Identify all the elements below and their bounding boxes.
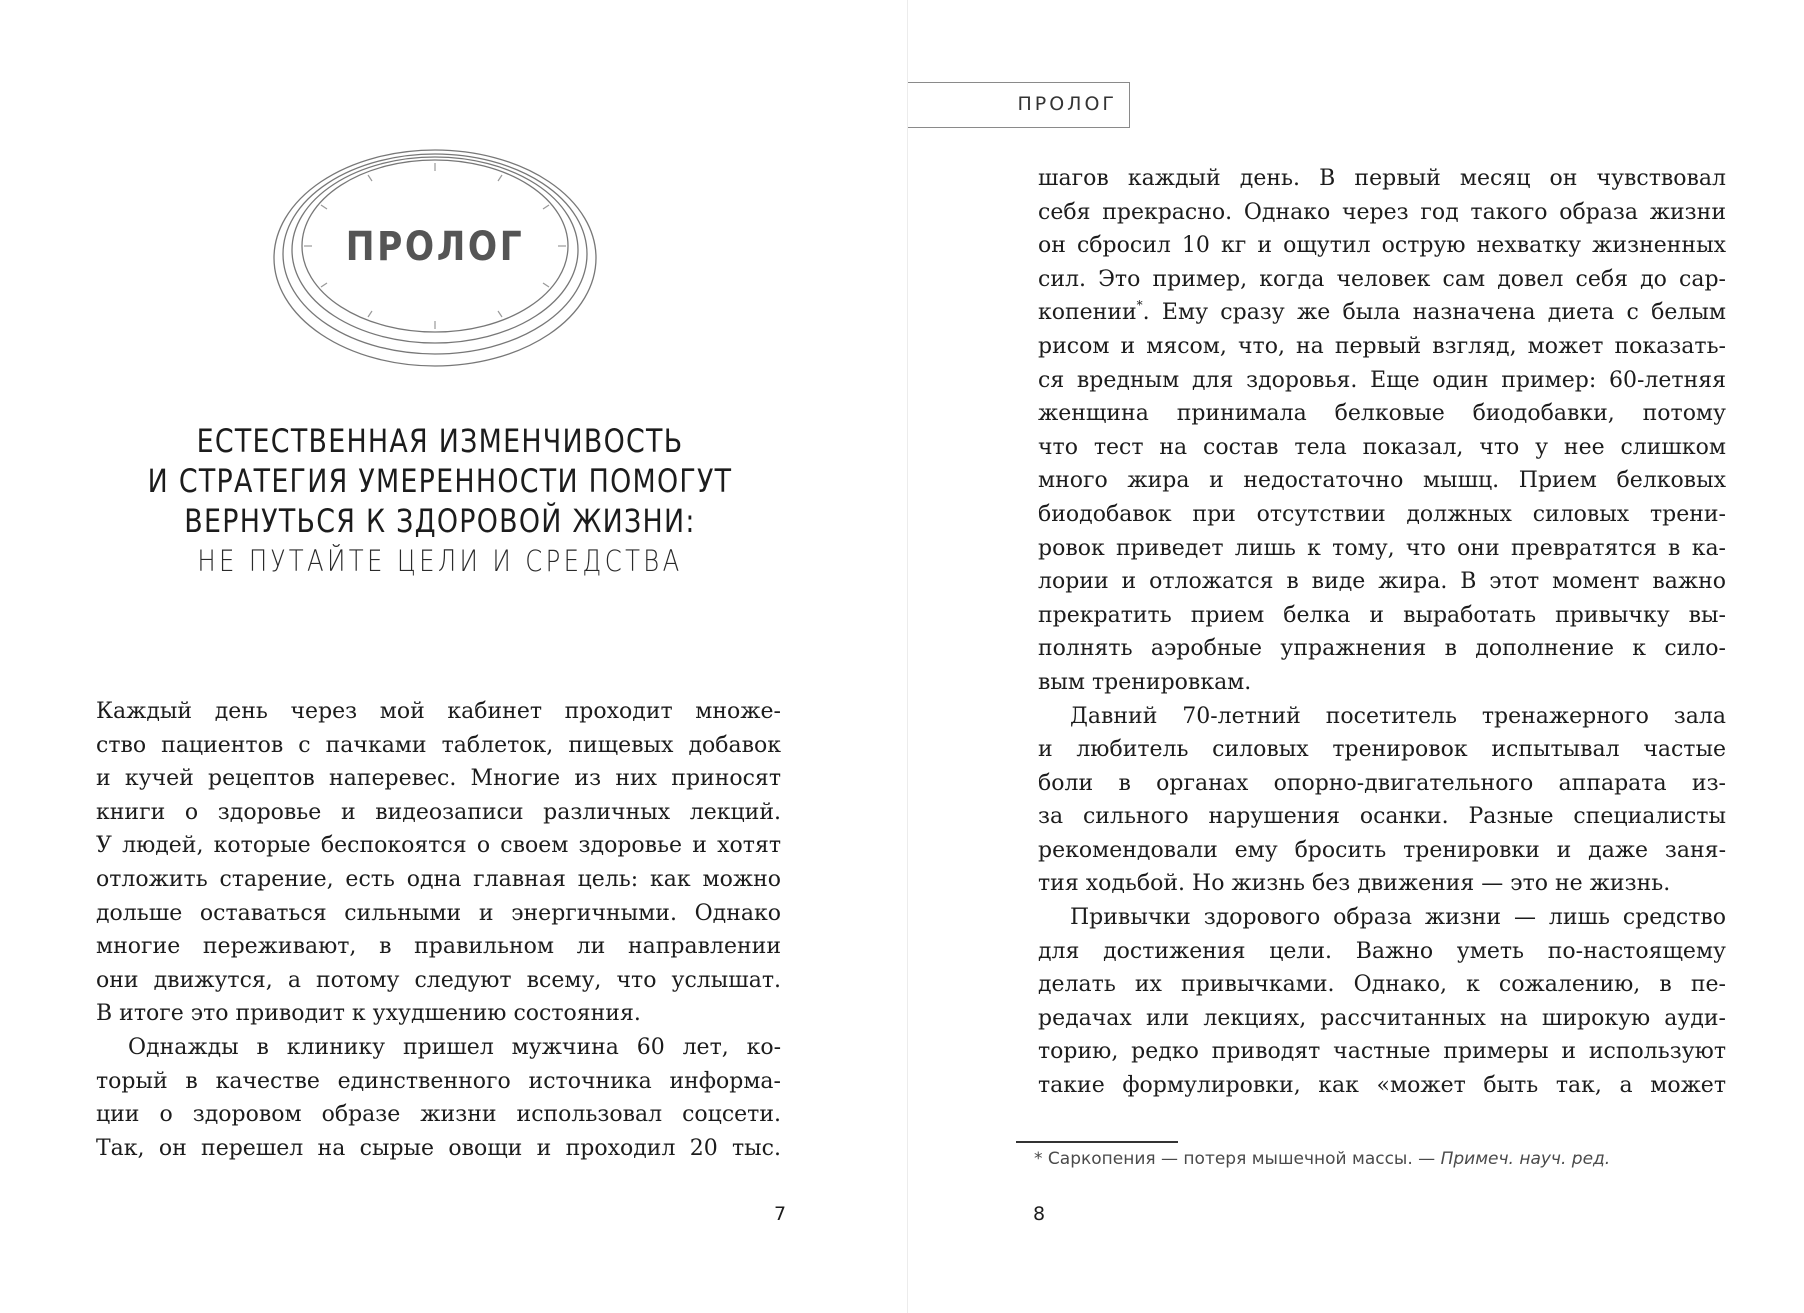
text-line-with-footnote (1038, 296, 1726, 330)
text-line: У людей, которые беспокоятся о своем здоровье и хотят (96, 833, 781, 859)
text-line: он сбросил 10 кг и ощутил острую нехватку жизненных (1038, 233, 1726, 259)
left-body-text (96, 695, 781, 1165)
page-gutter (907, 0, 908, 1313)
text-line: ровок приведет лишь к тому, что они превратятся в ка- (1038, 535, 1726, 561)
text-line: полнять аэробные упражнения в дополнение к сило- (1038, 636, 1726, 662)
text-line: В итоге это приводит к ухудшению состояния. (96, 1001, 641, 1027)
text-line: они движутся, а потому следуют всему, что услышат. (96, 967, 781, 993)
text-line: много жира и недостаточно мышц. Прием белковых (1038, 468, 1726, 494)
text-line: для достижения цели. Важно уметь по-настоящему (1038, 938, 1726, 964)
text-line: Давний 70-летний посетитель тренажерного зала (1070, 703, 1726, 729)
text-line: отложить старение, есть одна главная цель: как можно (96, 866, 781, 892)
text-line: многие переживают, в правильном ли направлении (96, 934, 781, 960)
text-line: делать их привычками. Однако, к сожалению, в пе- (1038, 972, 1726, 998)
text-line: Так, он перешел на сырые овощи и проходил 20 тыс. (96, 1135, 781, 1161)
text-line: вым тренировкам. (1038, 669, 1252, 695)
text-line: ство пациентов с пачками таблеток, пищевых добавок (96, 732, 781, 758)
text-line: сил. Это пример, когда человек сам довел себя до сар- (1038, 266, 1726, 292)
heading-line: И СТРАТЕГИЯ УМЕРЕННОСТИ ПОМОГУТ (147, 462, 733, 500)
text-line: дольше оставаться сильными и энергичными. Однако (96, 900, 781, 926)
text-line: Каждый день через мой кабинет проходит множе- (96, 699, 781, 724)
footnote-divider (1016, 1141, 1178, 1143)
chapter-badge (272, 148, 598, 368)
text-line: торый в качестве единственного источника информа- (96, 1068, 781, 1094)
running-header-label: ПРОЛОГ (1017, 93, 1117, 115)
text-fragment: . Ему сразу же была назначена диета с белым (1142, 300, 1726, 326)
text-line: боли в органах опорно-двигательного аппарата из- (1038, 770, 1726, 796)
chapter-heading (60, 421, 820, 581)
heading-line: ВЕРНУТЬСЯ К ЗДОРОВОЙ ЖИЗНИ: (184, 502, 696, 540)
text-line: рисом и мясом, что, на первый взгляд, может показать- (1038, 333, 1726, 359)
footnote-editor-note: Примеч. науч. ред. (1440, 1149, 1611, 1169)
text-line: Однажды в клинику пришел мужчина 60 лет, ко- (128, 1034, 781, 1060)
text-line: Привычки здорового образа жизни — лишь средство (1070, 905, 1726, 931)
right-body-text (1038, 162, 1726, 1103)
text-line: торию, редко приводят частные примеры и используют (1038, 1039, 1726, 1065)
text-line: и кучей рецептов наперевес. Многие из них приносят (96, 766, 781, 792)
text-line: себя прекрасно. Однако через год такого образа жизни (1038, 199, 1726, 225)
badge-title: ПРОЛОГ (345, 224, 525, 270)
text-fragment: копении (1038, 300, 1137, 326)
text-line: лории и отложатся в виде жира. В этот момент важно (1038, 569, 1726, 595)
page-number-right: 8 (1033, 1203, 1046, 1225)
text-line: рекомендовали ему бросить тренировки и даже заня- (1038, 837, 1726, 863)
text-line: шагов каждый день. В первый месяц он чувствовал (1038, 166, 1726, 191)
page-number-left: 7 (774, 1203, 787, 1225)
text-line: что тест на состав тела показал, что у нее слишком (1038, 434, 1726, 460)
text-line: биодобавок при отсутствии должных силовых трени- (1038, 501, 1726, 527)
heading-line: ЕСТЕСТВЕННАЯ ИЗМЕНЧИВОСТЬ (196, 422, 684, 460)
text-line: тия ходьбой. Но жизнь без движения — это не жизнь. (1038, 871, 1671, 897)
text-line: такие формулировки, как «может быть так, а может (1038, 1073, 1726, 1099)
text-line: прекратить прием белка и выработать привычку вы- (1038, 602, 1726, 628)
text-line: ции о здоровом образе жизни использовал соцсети. (96, 1102, 781, 1128)
running-header (908, 82, 1130, 128)
text-line: женщина принимала белковые биодобавки, потому (1038, 401, 1726, 427)
text-line: ся вредным для здоровья. Еще один пример: 60-летняя (1038, 367, 1726, 393)
footnote-marker: * (1136, 298, 1143, 313)
text-line: книги о здоровье и видеозаписи различных лекций. (96, 799, 781, 825)
text-line: за сильного нарушения осанки. Разные специалисты (1038, 804, 1726, 830)
text-line: и любитель силовых тренировок испытывал частые (1038, 737, 1726, 763)
text-line: редачах или лекциях, рассчитанных на широкую ауди- (1038, 1005, 1726, 1031)
footnote (1034, 1149, 1610, 1169)
footnote-text: * Саркопения — потеря мышечной массы. — (1034, 1149, 1441, 1169)
heading-subtitle: НЕ ПУТАЙТЕ ЦЕЛИ И СРЕДСТВА (197, 544, 683, 578)
